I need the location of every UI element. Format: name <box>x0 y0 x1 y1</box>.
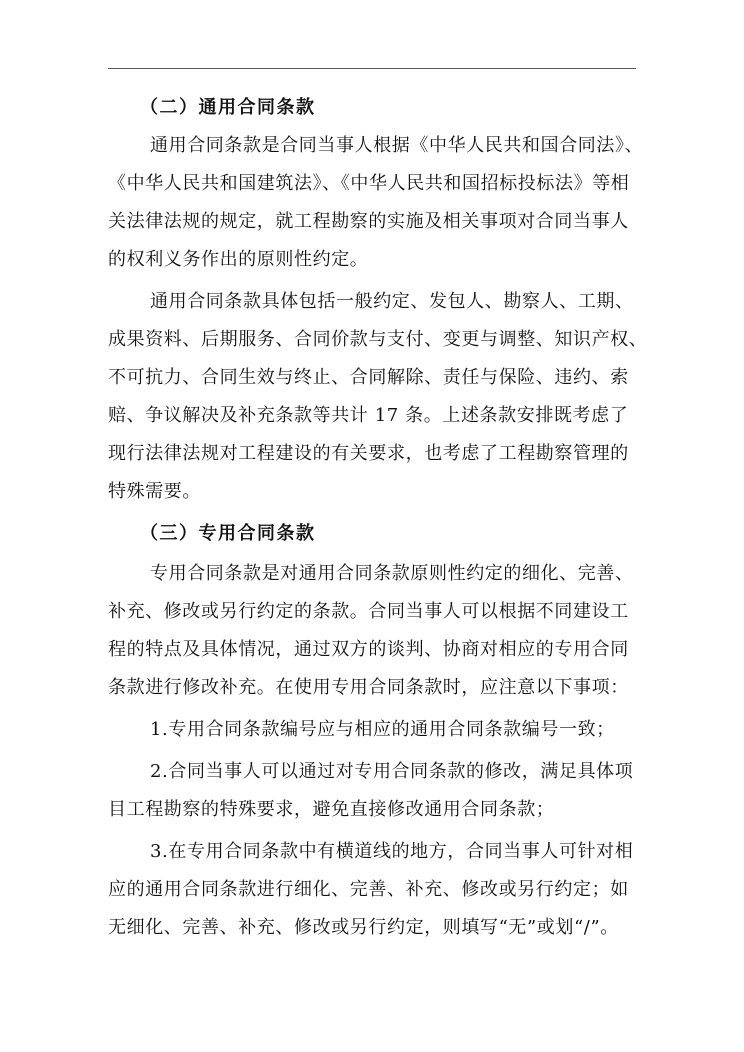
section-2-paragraph-2-line-1: 通用合同条款具体包括一般约定、发包人、勘察人、工期、 <box>150 291 634 312</box>
section-2-paragraph-2-line-5: 现行法律法规对工程建设的有关要求，也考虑了工程勘察管理的 <box>108 443 629 464</box>
section-2-paragraph-2-line-4: 赔、争议解决及补充条款等共计 17 条。上述条款安排既考虑了 <box>108 405 629 426</box>
section-3-paragraph-1-line-1: 专用合同条款是对通用合同条款原则性约定的细化、完善、 <box>150 563 634 584</box>
section-2-paragraph-2-line-2: 成果资料、后期服务、合同价款与支付、变更与调整、知识产权、 <box>108 329 648 350</box>
section-3-item-1-line-1: 1.专用合同条款编号应与相应的通用合同条款编号一致； <box>150 719 615 740</box>
section-3-paragraph-1-line-2: 补充、修改或另行约定的条款。合同当事人可以根据不同建设工 <box>108 601 629 622</box>
section-2-paragraph-1-line-2: 《中华人民共和国建筑法》、《中华人民共和国招标投标法》等相 <box>108 173 630 194</box>
section-3-heading: （三）专用合同条款 <box>140 523 316 544</box>
section-2-paragraph-2-line-6: 特殊需要。 <box>108 481 201 502</box>
section-2-paragraph-1-line-4: 的权利义务作出的原则性约定。 <box>108 249 369 270</box>
section-2-heading: （二）通用合同条款 <box>140 97 316 118</box>
section-2-paragraph-1-line-3: 关法律法规的规定，就工程勘察的实施及相关事项对合同当事人 <box>108 211 629 232</box>
section-3-paragraph-1-line-3: 程的特点及具体情况，通过双方的谈判、协商对相应的专用合同 <box>108 639 629 660</box>
section-2-paragraph-2-line-3: 不可抗力、合同生效与终止、合同解除、责任与保险、违约、索 <box>108 367 629 388</box>
section-3-item-2-line-2: 目工程勘察的特殊要求，避免直接修改通用合同条款； <box>108 799 555 820</box>
section-3-item-2-line-1: 2.合同当事人可以通过对专用合同条款的修改，满足具体项 <box>150 761 634 782</box>
section-3-item-3-line-2: 应的通用合同条款进行细化、完善、补充、修改或另行约定；如 <box>108 879 629 900</box>
section-3-paragraph-1-line-4: 条款进行修改补充。在使用专用合同条款时，应注意以下事项： <box>108 677 629 698</box>
section-2-paragraph-1-line-1: 通用合同条款是合同当事人根据《中华人民共和国合同法》、 <box>150 135 644 156</box>
section-3-item-3-line-1: 3.在专用合同条款中有横道线的地方，合同当事人可针对相 <box>150 841 634 862</box>
header-rule <box>108 68 636 69</box>
section-3-item-3-line-3: 无细化、完善、补充、修改或另行约定，则填写“无”或划“/”。 <box>108 917 619 938</box>
